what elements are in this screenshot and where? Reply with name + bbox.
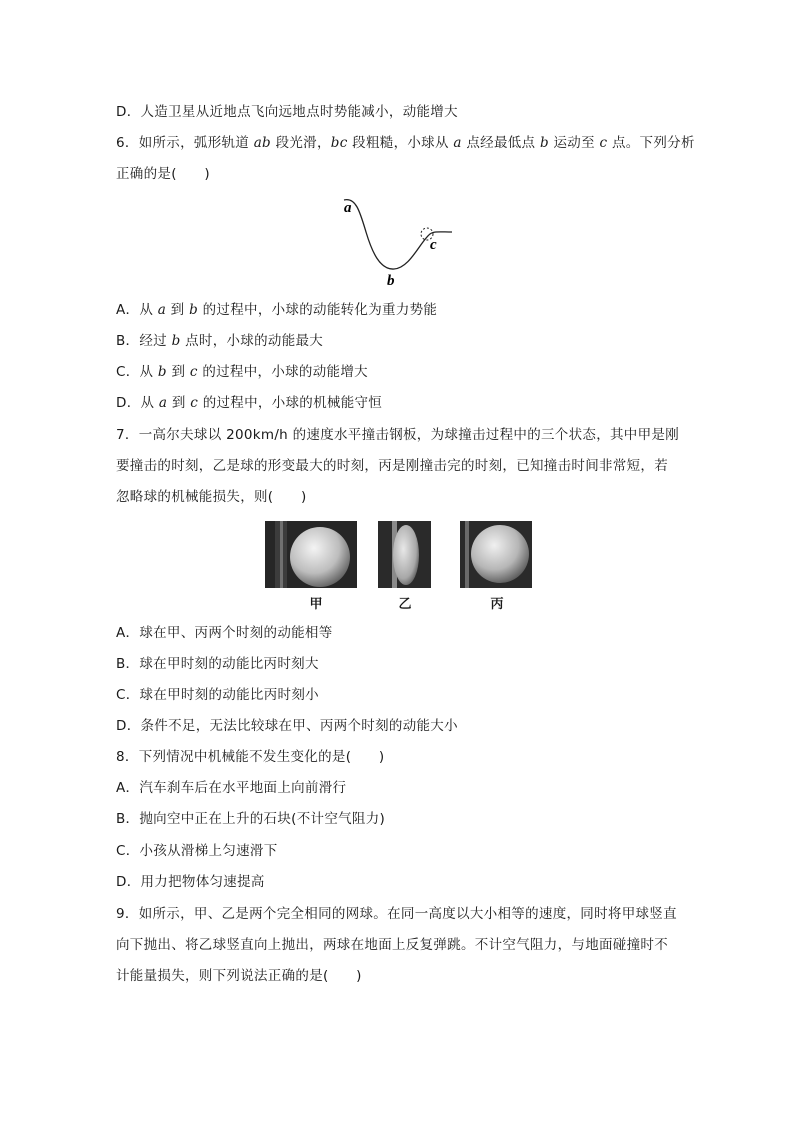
photo-label-yi: 乙 [398, 597, 412, 612]
variable-text: a [157, 302, 167, 318]
line-text: C．从 [116, 364, 158, 380]
line-text: D．条件不足，无法比较球在甲、丙两个时刻的动能大小 [116, 718, 458, 734]
line-text: B．经过 [116, 333, 172, 349]
line-text: 9．如所示，甲、乙是两个完全相同的网球。在同一高度以大小相等的速度，同时将甲球竖直 [116, 906, 677, 922]
q6-option-d [116, 394, 382, 412]
variable-text: b [539, 135, 549, 151]
golf-photo-jia [265, 521, 357, 588]
photo-label-bing: 丙 [490, 597, 504, 612]
q7-option-d [116, 717, 458, 735]
line-text: 的过程中，小球的机械能守恒 [198, 395, 383, 411]
line-text: A．从 [116, 302, 158, 318]
line-text: D．从 [116, 395, 159, 411]
q6-option-a [116, 301, 437, 319]
line-text: 点。下列分析 [607, 135, 695, 151]
photo-label-jia: 甲 [309, 597, 323, 612]
line-text: D．用力把物体匀速提高 [116, 874, 265, 890]
line-text: 到 [167, 395, 191, 411]
golf-photo-bing [460, 521, 532, 588]
q8-option-b [116, 810, 385, 828]
q7-option-a [116, 624, 333, 642]
arc-track-figure [330, 192, 460, 292]
line-text: A．汽车刹车后在水平地面上向前滑行 [116, 780, 347, 796]
label-b: b [387, 273, 395, 289]
line-text: B．球在甲时刻的动能比丙时刻大 [116, 656, 319, 672]
variable-text: a [453, 135, 462, 151]
line-text: 的过程中，小球的动能增大 [197, 364, 368, 380]
variable-text: c [190, 395, 199, 411]
line-text: 7．一高尔夫球以 200km/h 的速度水平撞击钢板，为球撞击过程中的三个状态，其中甲是刚 [116, 427, 680, 443]
line-text: 忽略球的机械能损失，则( ) [116, 489, 307, 505]
q9-stem [116, 905, 677, 923]
variable-text: c [599, 135, 608, 151]
line-text: B．抛向空中正在上升的石块(不计空气阻力) [116, 811, 386, 827]
q7-stem [116, 426, 679, 444]
q9-stem-cont2 [116, 967, 362, 985]
variable-text: b [157, 364, 167, 380]
line-text: 8．下列情况中机械能不发生变化的是( ) [116, 749, 385, 765]
variable-text: a [158, 395, 168, 411]
q6-option-b [116, 332, 323, 350]
line-text: 正确的是( ) [116, 166, 210, 182]
line-text: 点时，小球的动能最大 [180, 333, 324, 349]
line-text: 段粗糙，小球从 [347, 135, 454, 151]
q7-stem-cont2 [116, 488, 307, 506]
line-text: C．小孩从滑梯上匀速滑下 [116, 843, 278, 859]
variable-text: bc [330, 135, 348, 151]
q8-option-d [116, 873, 265, 891]
golf-photo-yi [378, 521, 431, 588]
variable-text: b [171, 333, 181, 349]
q7-option-b [116, 655, 319, 673]
q7-stem-cont [116, 457, 668, 475]
line-text: 6．如所示，弧形轨道 [116, 135, 254, 151]
line-text: 到 [166, 302, 190, 318]
line-text: D．人造卫星从近地点飞向远地点时势能减小，动能增大 [116, 104, 458, 120]
line-text: 计能量损失，则下列说法正确的是( ) [116, 968, 362, 984]
line-text: 要撞击的时刻，乙是球的形变最大的时刻，丙是刚撞击完的时刻，已知撞击时间非常短，若 [116, 458, 668, 474]
variable-text: b [189, 302, 199, 318]
q7-option-c [116, 686, 319, 704]
q6-stem [116, 134, 695, 152]
label-a: a [344, 200, 352, 216]
line-text: 的过程中，小球的动能转化为重力势能 [198, 302, 438, 318]
q8-option-a [116, 779, 346, 797]
q6-option-c [116, 363, 368, 381]
q9-stem-cont [116, 936, 668, 954]
q8-stem [116, 748, 384, 766]
line-text: 点经最低点 [461, 135, 540, 151]
label-c: c [430, 237, 437, 253]
line-text: A．球在甲、丙两个时刻的动能相等 [116, 625, 333, 641]
arc-track [344, 200, 452, 269]
variable-text: ab [253, 135, 271, 151]
line-text: C．球在甲时刻的动能比丙时刻小 [116, 687, 319, 703]
line-text: 段光滑， [270, 135, 331, 151]
variable-text: c [189, 364, 198, 380]
line-text: 运动至 [548, 135, 600, 151]
q5-option-d [116, 103, 458, 121]
line-text: 到 [166, 364, 190, 380]
q8-option-c [116, 842, 278, 860]
q6-stem-cont [116, 165, 210, 183]
line-text: 向下抛出、将乙球竖直向上抛出，两球在地面上反复弹跳。不计空气阻力，与地面碰撞时不 [116, 937, 668, 953]
